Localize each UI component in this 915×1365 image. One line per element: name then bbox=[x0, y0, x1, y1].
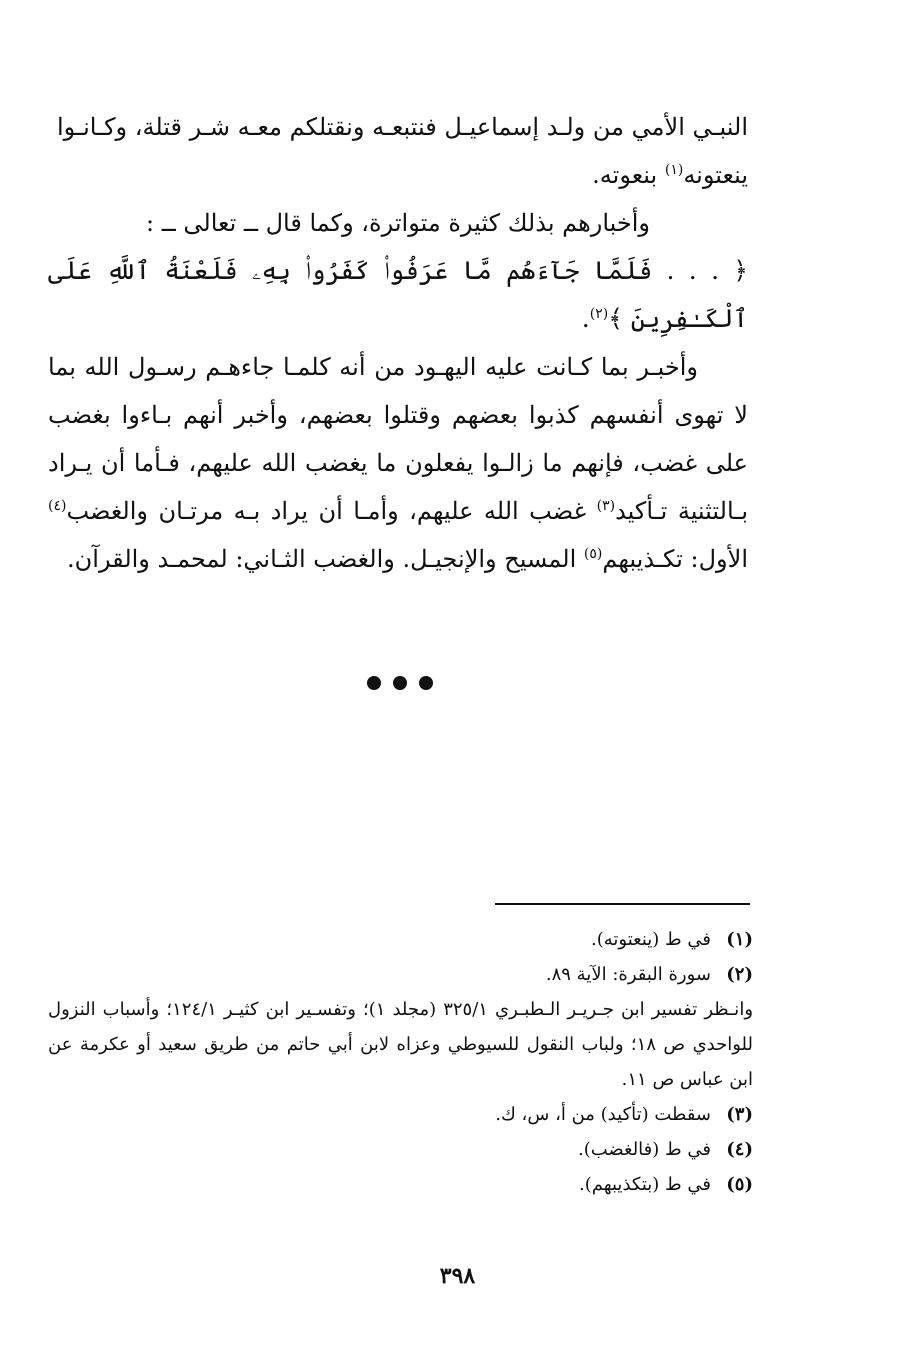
footnote-5 bbox=[48, 1167, 753, 1202]
paragraph-3-part-b: غضب الله عليهم، وأمـا أن يراد بـه مرتـان والغضب bbox=[66, 497, 597, 525]
footnote-ref-2: (٢) bbox=[589, 306, 609, 322]
quran-verse bbox=[48, 247, 748, 343]
footnote-number: (٤) bbox=[726, 1139, 753, 1160]
footnote-ref-3: (٣) bbox=[596, 498, 616, 514]
paragraph-3-part-c: الأول: تكـذيبهم bbox=[602, 545, 748, 573]
section-separator bbox=[340, 676, 460, 696]
quran-end: . bbox=[581, 304, 590, 333]
footnote-2-continuation: وانـظر تفسير ابن جـريـر الـطبـري ٣٢٥/١ (مجلد ١)؛ وتفسـير ابن كثيـر ١٢٤/١؛ وأسباب النزول للواحدي ص ١٨؛ ولباب النقول للسيوطي وعزاه لابن أبي حاتم من طريق سعيد أو عكرمة عن ابن عباس ص ١١. bbox=[48, 999, 754, 1090]
footnote-4 bbox=[48, 1132, 753, 1167]
paragraph-1 bbox=[48, 103, 748, 199]
quran-close-bracket: ﴾ bbox=[608, 304, 623, 333]
paragraph-1-line-2-end: بنعوته. bbox=[592, 161, 665, 189]
separator-dot bbox=[393, 676, 407, 690]
separator-dot bbox=[367, 676, 381, 690]
footnote-ref-4: (٤) bbox=[48, 498, 67, 514]
footnote-number: (٥) bbox=[726, 1174, 753, 1195]
paragraph-1-line-2: ينعتونه bbox=[683, 161, 748, 189]
footnote-3 bbox=[48, 1097, 753, 1132]
footnote-number: (٢) bbox=[726, 964, 753, 985]
footnote-text: في ط (ينعتوته). bbox=[591, 929, 711, 950]
separator-dot bbox=[419, 676, 433, 690]
footnote-divider bbox=[495, 903, 750, 905]
footnote-text: في ط (بتكذيبهم). bbox=[578, 1174, 711, 1195]
paragraph-3-part-a: وأخبـر بما كـانت عليه اليهـود من أنه كلمـا جاءهـم رسـول الله بما لا تهوى أنفسهم كذبوا بعضهم وقتلوا بعضهم، وأخبر أنهم بـاءوا بغضب على غضب، فإنهم ما زالـوا يفعلون ما يغضب الله عليهم، فـأما أن يـراد بـالتثنية تـأكيد bbox=[48, 353, 748, 525]
main-text bbox=[48, 103, 748, 583]
quran-open-bracket: ﴿ bbox=[733, 256, 748, 285]
paragraph-1-line-1: النبـي الأمي من ولـد إسماعيـل فنتبعـه ونقتلكم معـه شـر قتلة، وكـانـوا bbox=[56, 113, 748, 141]
footnote-number: (٣) bbox=[726, 1104, 753, 1125]
page-number: ٣٩٨ bbox=[439, 1263, 476, 1289]
paragraph-3 bbox=[48, 343, 748, 583]
footnote-ref-5: (٥) bbox=[583, 546, 603, 562]
footnotes bbox=[48, 922, 753, 1202]
footnote-1 bbox=[48, 922, 753, 957]
footnote-text: في ط (فالغضب). bbox=[577, 1139, 711, 1160]
footnote-text: سقطت (تأكيد) من أ، س، ك. bbox=[495, 1104, 711, 1125]
footnote-ref-1: (١) bbox=[664, 162, 684, 178]
footnote-text: سورة البقرة: الآية ٨٩. bbox=[545, 964, 711, 985]
paragraph-3-part-d: المسيح والإنجيـل. والغضب الثـاني: لمحمـد والقرآن. bbox=[67, 545, 584, 573]
paragraph-2: وأخبارهم بذلك كثيرة متواترة، وكما قال ــ تعالى ــ : bbox=[146, 209, 650, 237]
footnote-number: (١) bbox=[726, 929, 753, 950]
quran-text: . . . فَلَمَّا جَآءَهُم مَّا عَرَفُوا۟ كَفَرُوا۟ بِهِۦ فَلَعْنَةُ ٱللَّهِ عَلَى ٱلْكَـٰفِرِينَ bbox=[48, 256, 748, 333]
footnote-2 bbox=[48, 957, 753, 992]
